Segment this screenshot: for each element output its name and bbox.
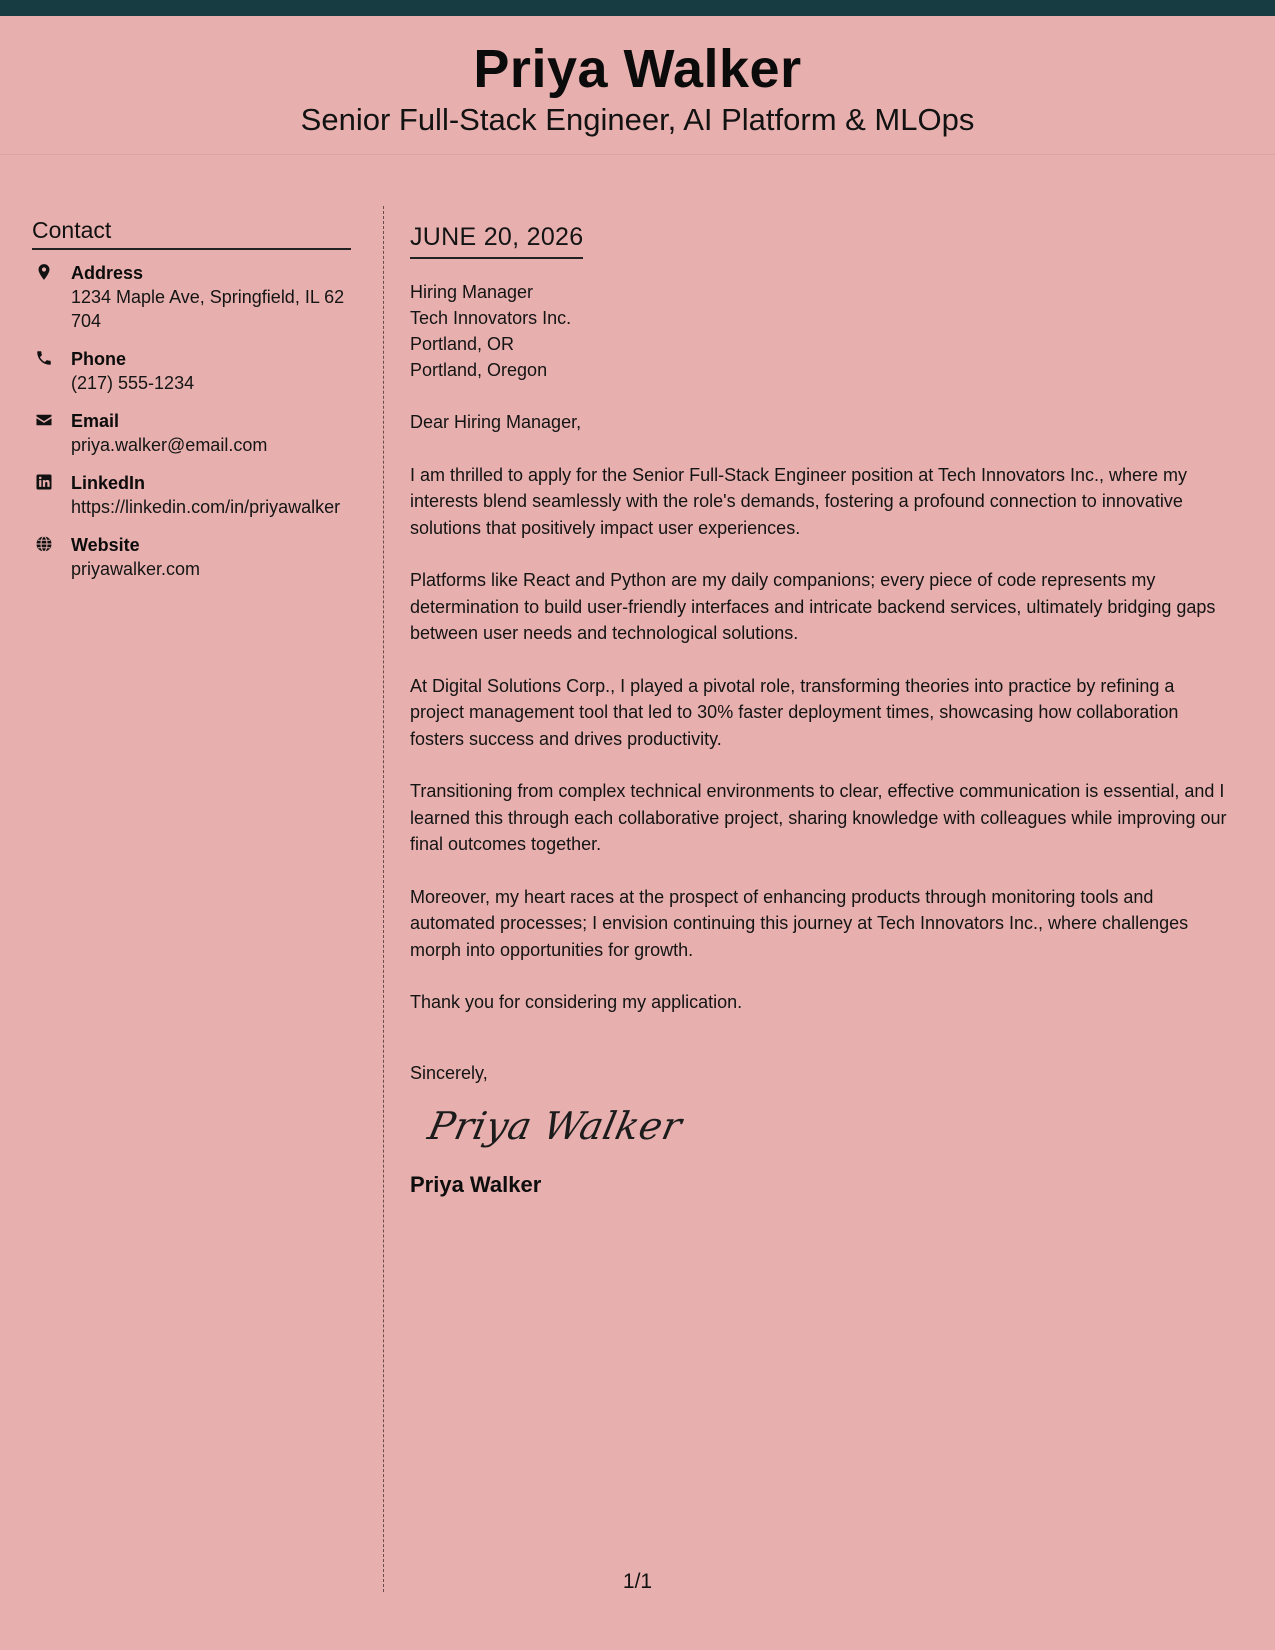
globe-icon xyxy=(35,535,53,553)
contact-label: Email xyxy=(71,411,120,432)
website-value[interactable]: priyawalker.com xyxy=(71,559,201,580)
contact-label: Address xyxy=(71,263,144,284)
candidate-title: Senior Full-Stack Engineer, AI Platform & MLOps xyxy=(300,102,975,137)
body-paragraph: I am thrilled to apply for the Senior Full-Stack Engineer position at Tech Innovators Inc., where my interests blend seamlessly with the role's demands, fostering a profound connection to innovative solutions that positively impact user experiences. xyxy=(410,464,1188,538)
contact-website xyxy=(32,533,351,581)
thank-you-paragraph: Thank you for considering my application. xyxy=(410,992,743,1012)
recipient-line: Hiring Manager xyxy=(410,282,534,302)
recipient-block xyxy=(410,279,1230,383)
candidate-name: Priya Walker xyxy=(473,39,802,99)
envelope-icon xyxy=(35,411,53,429)
page-number: 1/1 xyxy=(622,1570,653,1593)
contact-label: Phone xyxy=(71,349,127,370)
phone-value: (217) 555-1234 xyxy=(71,373,195,394)
header xyxy=(0,16,1275,155)
letter-date: JUNE 20, 2026 xyxy=(410,222,583,259)
contact-label: Website xyxy=(71,535,140,556)
contact-label: LinkedIn xyxy=(71,473,146,494)
linkedin-icon xyxy=(35,473,53,491)
contact-phone xyxy=(32,347,351,395)
address-value: 1234 Maple Ave, Springfield, IL 62704 xyxy=(71,287,345,332)
recipient-line: Portland, OR xyxy=(410,334,515,354)
signer-name: Priya Walker xyxy=(410,1171,542,1197)
body-paragraph: Moreover, my heart races at the prospect of enhancing products through monitoring tools and automated processes; I envision continuing this journey at Tech Innovators Inc., where challenges morph into opportunities for growth. xyxy=(410,886,1189,960)
letter-body xyxy=(410,222,1230,1198)
closing: Sincerely, xyxy=(410,1062,488,1083)
contact-sidebar xyxy=(32,218,351,595)
contact-email xyxy=(32,409,351,457)
top-accent-bar xyxy=(0,0,1275,16)
email-value[interactable]: priya.walker@email.com xyxy=(71,435,268,456)
body-paragraph: Transitioning from complex technical environments to clear, effective communication is essential, and I learned this through each collaborative project, sharing knowledge with colleagues while improving our final outcomes together. xyxy=(410,781,1227,854)
contact-heading: Contact xyxy=(32,218,351,250)
linkedin-value[interactable]: https://linkedin.com/in/priyawalker xyxy=(71,497,341,518)
recipient-line: Tech Innovators Inc. xyxy=(410,308,572,328)
contact-address xyxy=(32,261,351,333)
contact-linkedin xyxy=(32,471,351,519)
body-paragraph: Platforms like React and Python are my daily companions; every piece of code represents my determination to build user-friendly interfaces and intricate backend services, ultimately bridging gaps between user needs and technological solutions. xyxy=(410,570,1216,643)
handwritten-signature: Priya Walker xyxy=(424,1104,687,1148)
phone-icon xyxy=(35,349,53,367)
recipient-line: Portland, Oregon xyxy=(410,360,548,380)
map-pin-icon xyxy=(35,263,53,281)
salutation: Dear Hiring Manager, xyxy=(410,412,582,432)
column-divider xyxy=(383,206,384,1592)
body-paragraph: At Digital Solutions Corp., I played a pivotal role, transforming theories into practice by refining a project management tool that led to 30% faster deployment times, showcasing how collaboration fosters success and drives productivity. xyxy=(410,675,1179,749)
